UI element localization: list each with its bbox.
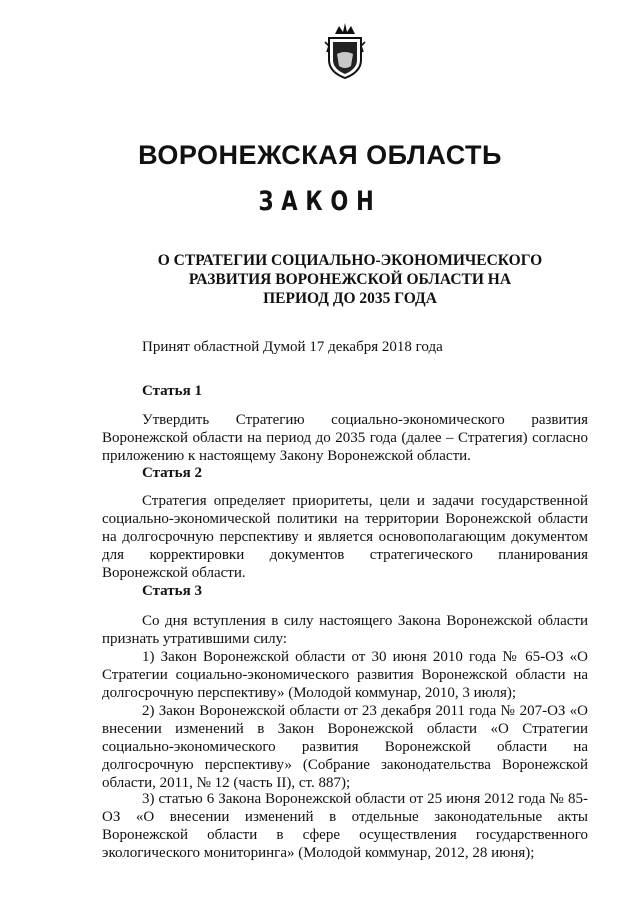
article-heading: Статья 3 [142, 583, 202, 599]
article-paragraph: Со дня вступления в силу настоящего Закона Воронежской области признать утратившими силу: [102, 613, 588, 647]
document-type: ЗАКОН [258, 186, 382, 217]
law-title-line: РАЗВИТИЯ ВОРОНЕЖСКОЙ ОБЛАСТИ НА [188, 271, 512, 288]
coat-of-arms-icon [323, 20, 367, 80]
article-paragraph: Стратегия определяет приоритеты, цели и задачи государственной социально-экономической политики на территории Воронежской области на долгосрочную перспективу и является основополагающим документом для корректировки документов стратегического планирования Воронежской области. [102, 493, 588, 581]
article-heading: Статья 2 [142, 465, 202, 481]
law-title-line: О СТРАТЕГИИ СОЦИАЛЬНО-ЭКОНОМИЧЕСКОГО [157, 252, 543, 269]
article-paragraph: 2) Закон Воронежской области от 23 декабря 2011 года № 207-ОЗ «О внесении изменений в Закон Воронежской области «О Стратегии социально-экономического развития Воронежской области на долгосрочную перспективу» (Собрание законодательства Воронежской области, 2011, № 12 (часть II), ст. 887); [102, 703, 588, 791]
article-paragraph: 3) статью 6 Закона Воронежской области от 25 июня 2012 года № 85-ОЗ «О внесении изменений в отдельные законодательные акты Воронежской области в сфере осуществления государственного экологического мониторинга» (Молодой коммунар, 2012, 28 июня); [102, 791, 588, 861]
article-paragraph: Утвердить Стратегию социально-экономического развития Воронежской области на период до 2035 года (далее – Стратегия) согласно приложению к настоящему Закону Воронежской области. [102, 412, 588, 464]
article-heading: Статья 1 [142, 383, 202, 399]
law-title [140, 251, 560, 308]
adoption-date: Принят областной Думой 17 декабря 2018 года [142, 339, 443, 355]
law-title-line: ПЕРИОД ДО 2035 ГОДА [263, 290, 437, 307]
region-title: ВОРОНЕЖСКАЯ ОБЛАСТЬ [138, 140, 502, 170]
article-paragraph: 1) Закон Воронежской области от 30 июня 2010 года № 65-ОЗ «О Стратегии социально-экономического развития Воронежской области на долгосрочную перспективу» (Молодой коммунар, 2010, 3 июля); [102, 649, 588, 701]
